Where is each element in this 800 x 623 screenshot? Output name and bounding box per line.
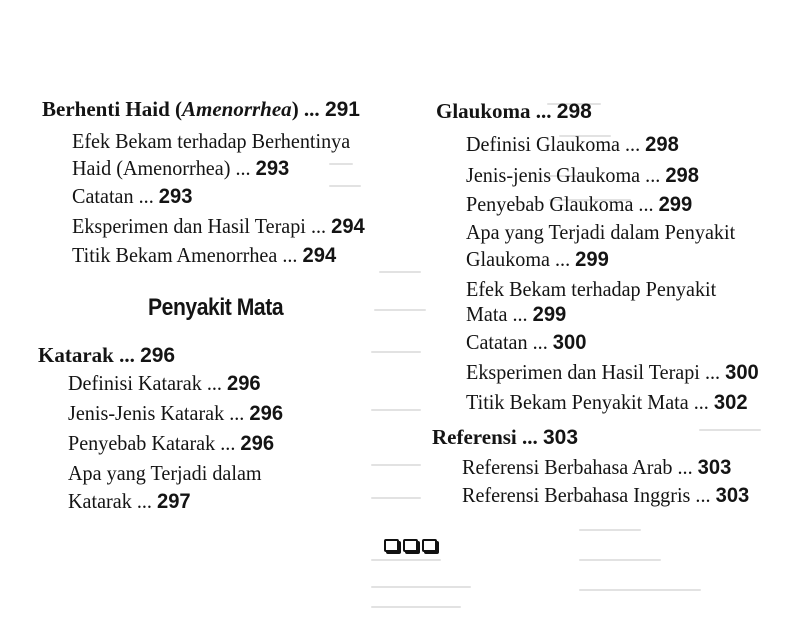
toc-entry — [462, 454, 731, 481]
page-number: 299 — [658, 193, 693, 216]
entry-text: Penyebab Glaukoma ... — [466, 192, 659, 216]
page-number: 298 — [645, 133, 679, 156]
entry-text: Eksperimen dan Hasil Terapi ... — [72, 214, 332, 238]
entry-text: Eksperimen dan Hasil Terapi ... — [466, 360, 726, 384]
page-number: 300 — [725, 361, 759, 384]
page-number: 296 — [240, 432, 275, 455]
page-number: 300 — [552, 331, 587, 354]
toc-entry — [68, 460, 262, 486]
entry-text: Glaukoma ... — [436, 99, 557, 123]
entry-text: Titik Bekam Amenorrhea ... — [72, 243, 303, 267]
page-number: 293 — [255, 157, 290, 180]
toc-entry — [466, 162, 699, 189]
page-number: 298 — [665, 164, 699, 187]
box-icon — [422, 539, 437, 552]
toc-entry — [466, 246, 609, 273]
entry-text: Jenis-jenis Glaukoma ... — [466, 163, 666, 187]
entry-text: Penyebab Katarak ... — [68, 431, 241, 455]
entry-text: Efek Bekam terhadap Berhentinya — [72, 129, 351, 153]
entry-text: Berhenti Haid ( — [42, 97, 182, 121]
section-heading: Penyakit Mata — [148, 294, 284, 321]
page-number: 296 — [249, 402, 284, 425]
page-number: 296 — [227, 372, 261, 395]
entry-text: Titik Bekam Penyakit Mata ... — [466, 390, 714, 414]
toc-entry — [68, 430, 274, 457]
page-number: 303 — [697, 456, 732, 479]
entry-text: Referensi ... — [432, 425, 543, 449]
toc-entry — [466, 329, 586, 356]
toc-entry — [68, 488, 191, 515]
entry-text: Referensi Berbahasa Inggris ... — [462, 483, 716, 507]
toc-entry — [466, 276, 716, 302]
entry-text: Katarak ... — [38, 343, 141, 367]
page-number: 296 — [140, 344, 176, 367]
entry-text: Referensi Berbahasa Arab ... — [462, 455, 698, 479]
page-number: 294 — [302, 244, 337, 267]
page-number: 299 — [575, 248, 609, 271]
toc-entry — [72, 128, 350, 154]
entry-text: Apa yang Terjadi dalam — [68, 461, 262, 485]
entry-text: Apa yang Terjadi dalam Penyakit — [466, 220, 736, 244]
toc-entry — [466, 131, 679, 158]
toc-entry — [68, 400, 283, 427]
page-number: 299 — [532, 303, 567, 326]
toc-entry — [68, 370, 261, 397]
toc-entry — [72, 242, 336, 269]
toc-entry — [462, 482, 749, 509]
page-number: 294 — [331, 215, 365, 238]
page-number: 302 — [713, 391, 748, 414]
entry-text: Definisi Katarak ... — [68, 371, 227, 395]
entry-text: Mata ... — [466, 302, 533, 326]
entry-text: ) ... — [291, 97, 325, 121]
page-number: 298 — [556, 100, 592, 123]
toc-entry — [466, 389, 748, 416]
toc-entry-heading — [436, 98, 592, 125]
page-number: 293 — [158, 185, 193, 208]
toc-entry-heading — [432, 424, 578, 451]
box-icon — [403, 539, 418, 552]
toc-entry-heading — [42, 96, 360, 123]
entry-text: Efek Bekam terhadap Penyakit — [466, 277, 717, 301]
page-number: 303 — [715, 484, 750, 507]
entry-text: Amenorrhea — [182, 97, 292, 121]
page-number: 303 — [543, 426, 579, 449]
entry-text: Catatan ... — [466, 330, 553, 354]
entry-text: Katarak ... — [68, 489, 158, 513]
toc-entry — [466, 191, 692, 218]
toc-entry — [466, 359, 759, 386]
three-boxes-icon — [384, 539, 437, 552]
toc-entry-heading — [38, 342, 175, 369]
toc-entry — [466, 219, 735, 245]
entry-text: Jenis-Jenis Katarak ... — [68, 401, 250, 425]
toc-entry — [72, 183, 192, 210]
entry-text: Catatan ... — [72, 184, 159, 208]
box-icon — [384, 539, 399, 552]
toc-entry — [466, 301, 566, 328]
page-number: 291 — [324, 98, 360, 121]
page-number: 297 — [157, 490, 191, 513]
entry-text: Haid (Amenorrhea) ... — [72, 156, 256, 180]
entry-text: Definisi Glaukoma ... — [466, 132, 646, 156]
toc-entry — [72, 213, 365, 240]
entry-text: Glaukoma ... — [466, 247, 576, 271]
toc-entry — [72, 155, 289, 182]
